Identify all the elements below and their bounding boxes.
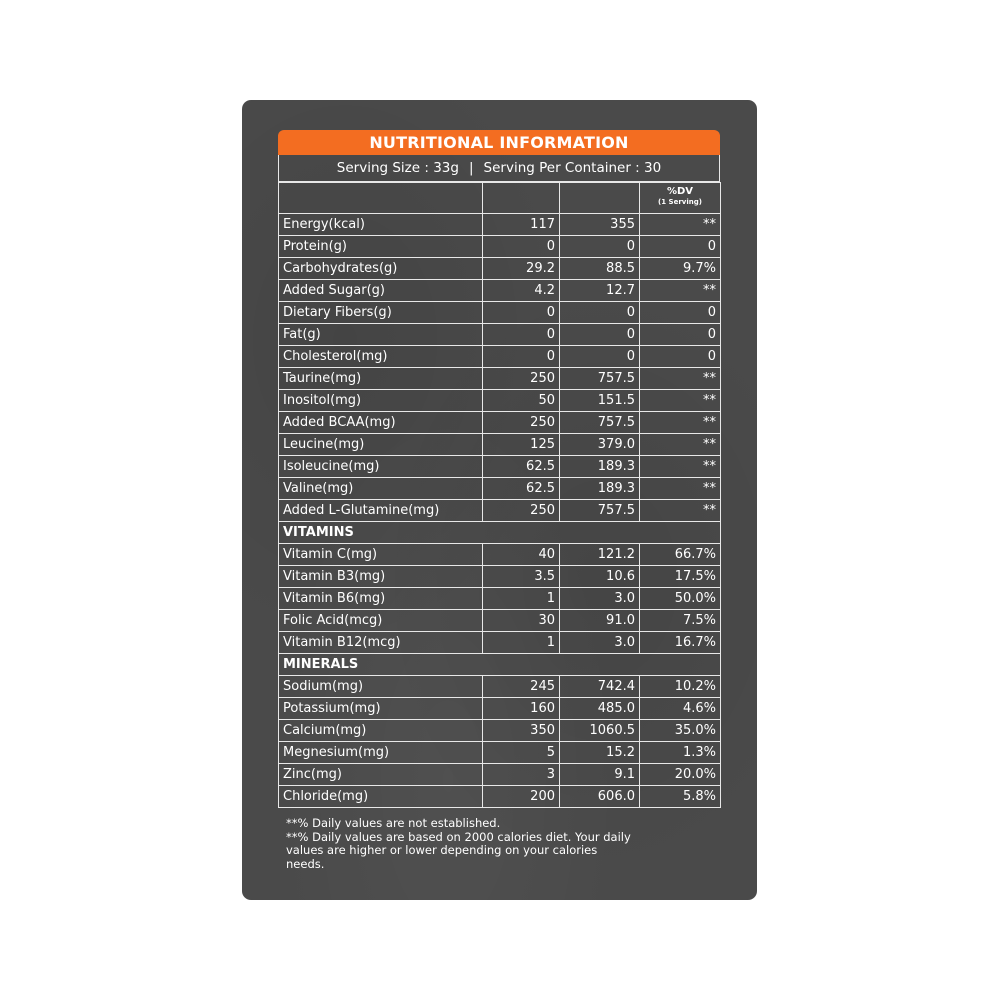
nutrient-value-per-serving: 245	[483, 676, 560, 698]
servings-per-container: Serving Per Container : 30	[483, 160, 662, 176]
nutrient-value-per-serving: 350	[483, 720, 560, 742]
nutrient-daily-value: 16.7%	[640, 632, 721, 654]
nutrient-value-per-serving: 117	[483, 214, 560, 236]
nutrient-name: Calcium(mg)	[279, 720, 483, 742]
nutrient-value-per-100g: 0	[560, 302, 640, 324]
nutrition-label-card	[242, 100, 757, 900]
nutrient-daily-value: **	[640, 456, 721, 478]
nutrient-value-per-100g: 12.7	[560, 280, 640, 302]
dv-header-label: %DV	[666, 186, 694, 197]
nutrient-value-per-100g: 189.3	[560, 478, 640, 500]
nutrient-row	[279, 390, 721, 412]
nutrient-daily-value: 0	[640, 324, 721, 346]
nutrient-name: Valine(mg)	[279, 478, 483, 500]
nutrient-daily-value: 17.5%	[640, 566, 721, 588]
nutrient-name: Zinc(mg)	[279, 764, 483, 786]
nutrient-daily-value: **	[640, 280, 721, 302]
nutrient-row	[279, 302, 721, 324]
nutrition-title: NUTRITIONAL INFORMATION	[278, 130, 720, 155]
nutrient-name: Dietary Fibers(g)	[279, 302, 483, 324]
nutrient-value-per-serving: 62.5	[483, 478, 560, 500]
nutrient-name: Taurine(mg)	[279, 368, 483, 390]
nutrient-value-per-100g: 0	[560, 236, 640, 258]
nutrient-daily-value: 35.0%	[640, 720, 721, 742]
nutrient-name: Inositol(mg)	[279, 390, 483, 412]
nutrient-value-per-100g: 3.0	[560, 588, 640, 610]
nutrient-value-per-100g: 189.3	[560, 456, 640, 478]
nutrient-daily-value: **	[640, 478, 721, 500]
nutrient-value-per-100g: 1060.5	[560, 720, 640, 742]
nutrient-value-per-100g: 15.2	[560, 742, 640, 764]
nutrient-daily-value: 7.5%	[640, 610, 721, 632]
nutrient-row	[279, 346, 721, 368]
nutrient-row	[279, 412, 721, 434]
nutrient-row	[279, 764, 721, 786]
nutrient-row	[279, 566, 721, 588]
minerals-section-title-row	[279, 654, 721, 676]
nutrition-table-frame	[278, 130, 720, 808]
footnote-line: **% Daily values are based on 2000 calories diet. Your daily	[286, 829, 631, 844]
nutrient-name: Isoleucine(mg)	[279, 456, 483, 478]
nutrient-name: Added Sugar(g)	[279, 280, 483, 302]
nutrient-daily-value: 1.3%	[640, 742, 721, 764]
nutrient-row	[279, 632, 721, 654]
nutrient-value-per-serving: 3.5	[483, 566, 560, 588]
nutrient-daily-value: 66.7%	[640, 544, 721, 566]
nutrient-name: Energy(kcal)	[279, 214, 483, 236]
header-blank-cell	[483, 183, 560, 214]
nutrient-daily-value: **	[640, 500, 721, 522]
nutrient-row	[279, 544, 721, 566]
nutrient-value-per-serving: 0	[483, 346, 560, 368]
nutrient-daily-value: 0	[640, 346, 721, 368]
nutrient-value-per-100g: 757.5	[560, 412, 640, 434]
nutrient-value-per-serving: 250	[483, 500, 560, 522]
nutrient-name: Megnesium(mg)	[279, 742, 483, 764]
nutrient-name: Vitamin B3(mg)	[279, 566, 483, 588]
nutrient-name: Leucine(mg)	[279, 434, 483, 456]
nutrient-row	[279, 236, 721, 258]
nutrient-row	[279, 676, 721, 698]
nutrient-daily-value: 20.0%	[640, 764, 721, 786]
nutrient-name: Vitamin B12(mcg)	[279, 632, 483, 654]
nutrient-row	[279, 368, 721, 390]
nutrient-value-per-serving: 40	[483, 544, 560, 566]
nutrient-value-per-serving: 0	[483, 236, 560, 258]
nutrient-row	[279, 214, 721, 236]
nutrient-value-per-100g: 121.2	[560, 544, 640, 566]
nutrient-value-per-serving: 62.5	[483, 456, 560, 478]
nutrient-value-per-serving: 160	[483, 698, 560, 720]
nutrient-daily-value: 9.7%	[640, 258, 721, 280]
nutrient-daily-value: 0	[640, 302, 721, 324]
nutrient-value-per-100g: 88.5	[560, 258, 640, 280]
nutrient-name: Cholesterol(mg)	[279, 346, 483, 368]
nutrient-name: Vitamin B6(mg)	[279, 588, 483, 610]
nutrient-value-per-serving: 250	[483, 368, 560, 390]
dv-header-row	[279, 183, 721, 214]
nutrient-value-per-serving: 250	[483, 412, 560, 434]
nutrient-value-per-100g: 355	[560, 214, 640, 236]
vitamins-section-title-row	[279, 522, 721, 544]
nutrient-value-per-100g: 9.1	[560, 764, 640, 786]
nutrient-daily-value: **	[640, 434, 721, 456]
nutrient-name: Chloride(mg)	[279, 786, 483, 808]
nutrient-row	[279, 698, 721, 720]
nutrient-daily-value: 10.2%	[640, 676, 721, 698]
nutrient-value-per-serving: 125	[483, 434, 560, 456]
nutrient-name: Fat(g)	[279, 324, 483, 346]
nutrient-value-per-serving: 5	[483, 742, 560, 764]
nutrition-table	[278, 182, 721, 808]
nutrient-value-per-100g: 3.0	[560, 632, 640, 654]
minerals-section-title: MINERALS	[279, 654, 721, 676]
nutrient-value-per-serving: 4.2	[483, 280, 560, 302]
nutrient-name: Added BCAA(mg)	[279, 412, 483, 434]
nutrient-daily-value: **	[640, 412, 721, 434]
nutrient-row	[279, 258, 721, 280]
nutrient-row	[279, 720, 721, 742]
nutrient-value-per-serving: 0	[483, 302, 560, 324]
nutrient-daily-value: 50.0%	[640, 588, 721, 610]
footnote-line: **% Daily values are not established.	[286, 816, 501, 830]
nutrient-value-per-100g: 91.0	[560, 610, 640, 632]
dv-header-cell	[640, 183, 721, 214]
nutrient-row	[279, 500, 721, 522]
dv-subheader-label: (1 Serving)	[658, 198, 702, 206]
nutrient-value-per-100g: 0	[560, 346, 640, 368]
nutrient-value-per-100g: 0	[560, 324, 640, 346]
nutrient-value-per-100g: 485.0	[560, 698, 640, 720]
nutrient-daily-value: **	[640, 390, 721, 412]
nutrient-value-per-serving: 1	[483, 588, 560, 610]
serving-separator: |	[468, 160, 474, 176]
nutrient-row	[279, 280, 721, 302]
nutrient-value-per-100g: 151.5	[560, 390, 640, 412]
nutrient-row	[279, 588, 721, 610]
nutrient-value-per-serving: 50	[483, 390, 560, 412]
nutrient-value-per-100g: 757.5	[560, 500, 640, 522]
nutrient-row	[279, 610, 721, 632]
nutrient-name: Added L-Glutamine(mg)	[279, 500, 483, 522]
nutrient-daily-value: **	[640, 368, 721, 390]
nutrient-value-per-100g: 742.4	[560, 676, 640, 698]
serving-info-row	[278, 155, 720, 182]
nutrient-value-per-100g: 757.5	[560, 368, 640, 390]
nutrient-daily-value: **	[640, 214, 721, 236]
vitamins-section-title: VITAMINS	[279, 522, 721, 544]
serving-size: Serving Size : 33g	[336, 160, 459, 176]
nutrient-daily-value: 4.6%	[640, 698, 721, 720]
nutrient-name: Carbohydrates(g)	[279, 258, 483, 280]
header-blank-cell	[560, 183, 640, 214]
nutrient-value-per-100g: 10.6	[560, 566, 640, 588]
nutrient-name: Vitamin C(mg)	[279, 544, 483, 566]
nutrient-row	[279, 434, 721, 456]
nutrient-row	[279, 324, 721, 346]
nutrient-name: Sodium(mg)	[279, 676, 483, 698]
nutrient-row	[279, 478, 721, 500]
nutrient-value-per-serving: 3	[483, 764, 560, 786]
nutrient-value-per-serving: 30	[483, 610, 560, 632]
nutrient-value-per-serving: 200	[483, 786, 560, 808]
nutrient-value-per-100g: 606.0	[560, 786, 640, 808]
nutrient-value-per-100g: 379.0	[560, 434, 640, 456]
nutrient-daily-value: 0	[640, 236, 721, 258]
nutrient-daily-value: 5.8%	[640, 786, 721, 808]
nutrient-row	[279, 456, 721, 478]
footnotes	[286, 817, 716, 871]
footnote-line: needs.	[286, 856, 325, 871]
nutrient-name: Folic Acid(mcg)	[279, 610, 483, 632]
nutrient-value-per-serving: 29.2	[483, 258, 560, 280]
header-blank-cell	[279, 183, 483, 214]
nutrient-name: Potassium(mg)	[279, 698, 483, 720]
nutrient-value-per-serving: 0	[483, 324, 560, 346]
nutrient-value-per-serving: 1	[483, 632, 560, 654]
nutrient-row	[279, 742, 721, 764]
nutrient-name: Protein(g)	[279, 236, 483, 258]
footnote-line: values are higher or lower depending on your calories	[286, 843, 598, 857]
nutrient-row	[279, 786, 721, 808]
